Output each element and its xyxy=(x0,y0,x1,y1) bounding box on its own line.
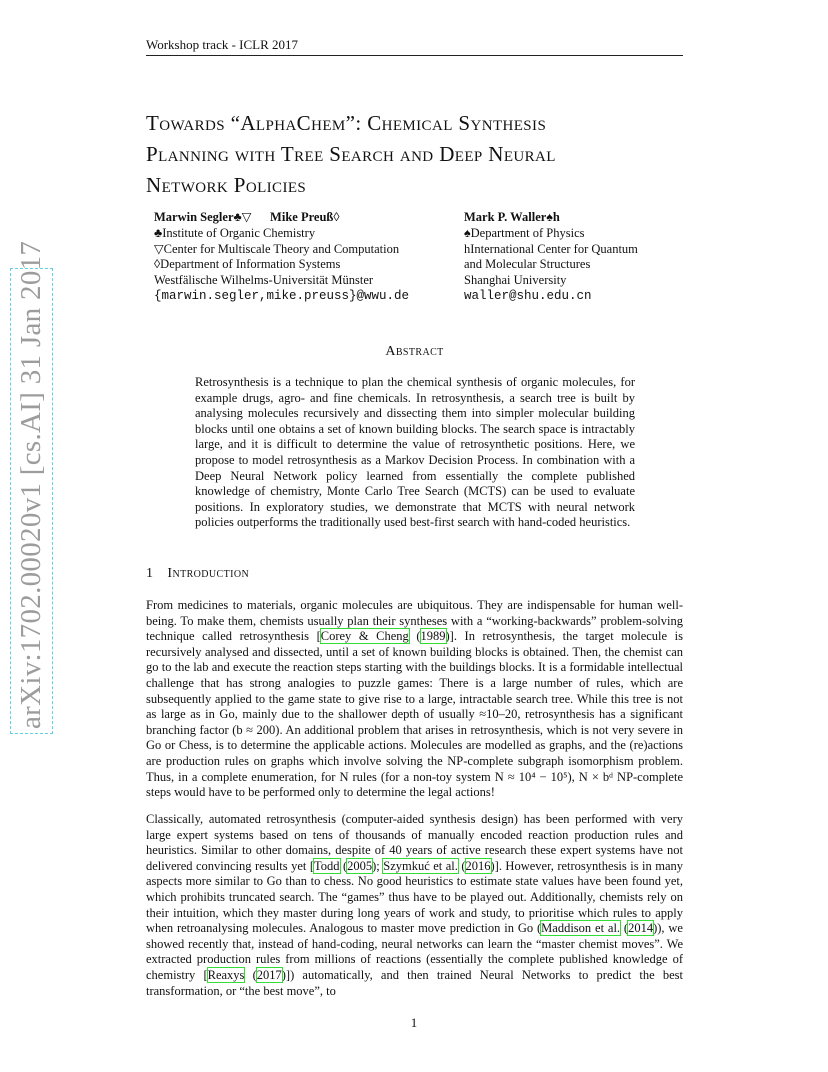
abstract-text: Retrosynthesis is a technique to plan the chemical synthesis of organic molecules, for example drugs, agro- and fine chemicals. In retrosynthesis, a search tree is built by analysing molecules recursively and dissecting them into simpler molecular building blocks until one obtains a set of known building blocks. The search space is intractably large, and it is difficult to determine the value of retrosynthetic positions. Here, we propose to model retrosynthesis as a Markov Decision Process. In combination with a Deep Neural Network policy learned from essentially the complete published knowledge of chemistry, Monte Carlo Tree Search (MCTS) can be used to evaluate positions. In exploratory studies, we demonstrate that MCTS with neural network policies outperforms the traditionally used best-first search with hand-coded heuristics. xyxy=(195,375,635,530)
page-number: 1 xyxy=(410,1015,418,1030)
paper-title xyxy=(146,108,706,201)
title-line-1: Towards “AlphaChem”: Chemical Synthesis xyxy=(146,111,547,135)
paragraph-text: ); xyxy=(372,858,384,873)
title-line-2: Planning with Tree Search and Deep Neural xyxy=(146,142,556,166)
author-name: Mark P. Waller♠h xyxy=(464,210,560,224)
paragraph-text: Classically, automated retrosynthesis (computer-aided synthesis design) has been performed with very large expert systems based on tens of thousands of manually encoded reaction production rules and heuristics. Similar to other domains, despite of 40 years of active research these expert systems have not delivered convincing results yet [ xyxy=(146,812,683,873)
running-header: Workshop track - ICLR 2017 xyxy=(146,36,683,56)
section-heading xyxy=(146,566,249,582)
citation-link[interactable]: 1989 xyxy=(420,629,446,644)
paragraph-text: )]) automatically, and then trained Neural Networks to predict the best transformation, or “the best move”, to xyxy=(146,967,683,998)
affiliation: ◊Department of Information Systems xyxy=(154,257,341,272)
affiliation: ♠Department of Physics xyxy=(464,225,585,240)
paragraph-text: ( xyxy=(620,921,629,936)
citation-link[interactable]: 2017 xyxy=(256,967,282,982)
section-number: 1 xyxy=(146,566,154,581)
author-names: Marwin Segler♣▽ Mike Preuß◊ xyxy=(154,210,340,224)
intro-paragraph-2 xyxy=(146,812,683,999)
paragraph-text: ( xyxy=(457,858,466,873)
author-email: {marwin.segler,mike.preuss}@wwu.de xyxy=(154,288,410,303)
citation-link[interactable]: Maddison et al. xyxy=(541,921,621,936)
citation-link[interactable]: Todd xyxy=(313,858,340,873)
section-title: Introduction xyxy=(167,566,250,581)
affiliation: Westfälische Wilhelms-Universität Münster xyxy=(154,273,374,288)
citation-link[interactable]: Reaxys xyxy=(207,967,245,982)
affiliation: ▽Center for Multiscale Theory and Computation xyxy=(154,241,400,256)
author-block-left xyxy=(154,210,454,305)
author-email: waller@shu.edu.cn xyxy=(464,288,592,303)
abstract-heading: Abstract xyxy=(385,344,444,359)
paragraph-text: ( xyxy=(339,858,348,873)
citation-link[interactable]: Szymkuć et al. xyxy=(383,858,458,873)
affiliation: Shanghai University xyxy=(464,273,567,288)
paragraph-text: )), we showed recently that, instead of hand-coding, neural networks can learn the “master chemist moves”. We extracted production rules from millions of reactions (essentially the complete published knowledge of chemistry [ xyxy=(146,921,683,982)
paragraph-text: )]. However, retrosynthesis is in many aspects more similar to Go than to chess. No good heuristics to estimate state values have been found yet, which prohibits truncated search. The “games” thus have to be played out. Additionally, chemists rely on their intuition, which they master during long years of work and study, to prioritise which rules to apply when retroanalysing molecules. Analogous to master move prediction in Go ( xyxy=(146,858,683,936)
title-line-3: Network Policies xyxy=(146,173,307,197)
paragraph-text: )]. In retrosynthesis, the target molecule is recursively analysed and dissected, until a set of known building blocks is obtained. Then, the chemist can go to the lab and execute the reaction steps starting with the buildings blocks. It is a formidable intellectual challenge that has strong analogies to puzzle games: There is a large number of rules, which are subsequently applied to the game state to give rise to a large, intractable search tree. While this tree is not as large as in Go, mainly due to the shallower depth of usually ≈10–20, retrosynthesis has a significant branching factor (b ≈ 200). An additional problem that arises in retrosynthesis, which is not very severe in Go or Chess, is to determine the applicable actions. Molecules are modelled as graphs, and the (re)actions are production rules on graphs which involve solving the NP-complete subgraph isomorphism problem. Thus, in a complete enumeration, for N rules (for a non-toy system N ≈ 10⁴ − 10⁵), N × bᵈ NP-complete steps would have to be performed only to determine the legal actions! xyxy=(146,629,683,800)
affiliation: ♣Institute of Organic Chemistry xyxy=(154,225,316,240)
paragraph-text: ( xyxy=(244,967,257,982)
affiliation: and Molecular Structures xyxy=(464,257,591,272)
citation-link[interactable]: 2005 xyxy=(347,858,373,873)
arxiv-stamp[interactable]: arXiv:1702.00020v1 [cs.AI] 31 Jan 2017 xyxy=(10,268,53,734)
citation-link[interactable]: Corey & Cheng xyxy=(320,629,409,644)
paragraph-text: From medicines to materials, organic molecules are ubiquitous. They are indispensable for human well-being. To make them, chemists usually plan their syntheses with a “working-backwards” problem-solving technique called retrosynthesis [ xyxy=(146,598,683,644)
intro-paragraph-1 xyxy=(146,598,683,801)
citation-link[interactable]: 2014 xyxy=(628,921,654,936)
paragraph-text: ( xyxy=(408,629,421,644)
affiliation: hInternational Center for Quantum xyxy=(464,241,638,256)
author-block-right xyxy=(464,210,694,305)
citation-link[interactable]: 2016 xyxy=(465,858,491,873)
